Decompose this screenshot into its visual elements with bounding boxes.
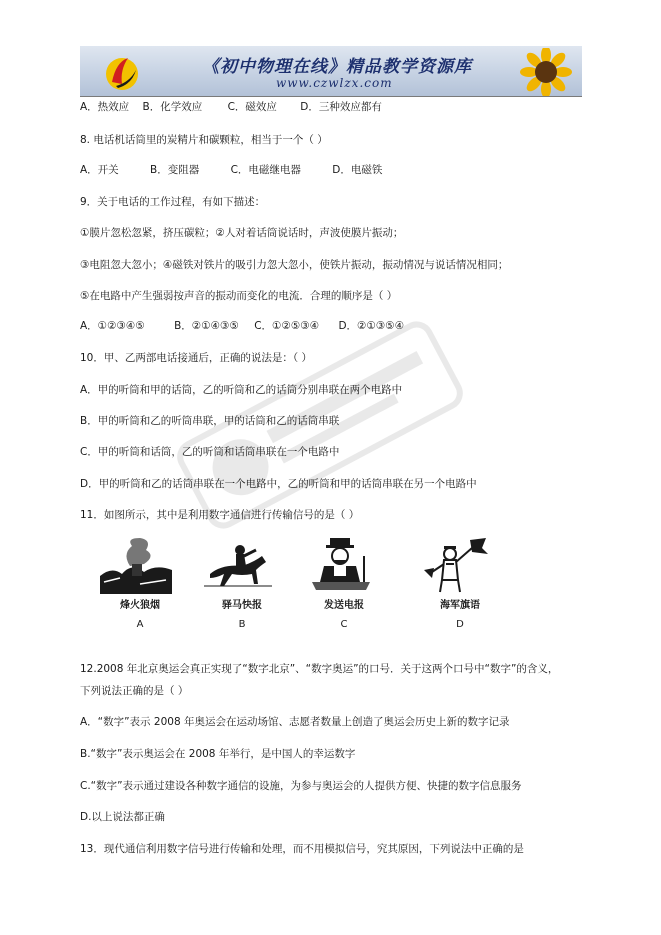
q8-stem: 8. 电话机话筒里的炭精片和碳颗粒，相当于一个（ ） [80, 134, 328, 146]
figure-d-letter: D [456, 619, 464, 630]
flag-signal-icon [420, 536, 492, 594]
q10-option-d[interactable]: D．甲的听筒和乙的话筒串联在一个电路中，乙的听筒和甲的话筒串联在另一个电路中 [80, 478, 477, 490]
q10-stem: 10．甲、乙两部电话接通后，正确的说法是：（ ） [80, 352, 312, 364]
header-banner [80, 46, 582, 96]
q12-stem-2: 下列说法正确的是（ ） [80, 685, 189, 697]
q12-option-c[interactable]: C.“数字”表示通过建设各种数字通信的设施，为参与奥运会的人提供方便、快捷的数字信息服务 [80, 780, 522, 792]
q9-line-2: ③电阻忽大忽小；④磁铁对铁片的吸引力忽大忽小，使铁片振动，振动情况与说话情况相同； [80, 259, 509, 271]
q9-option-c[interactable]: C．①②⑤③④ [254, 320, 320, 332]
horse-rider-icon [202, 536, 274, 594]
q12-option-d[interactable]: D.以上说法都正确 [80, 811, 165, 823]
q8-options [80, 163, 382, 177]
q9-option-a[interactable]: A．①②③④⑤ [80, 320, 145, 332]
q7-option-a[interactable]: A．热效应 [80, 101, 130, 113]
figure-d[interactable] [420, 536, 500, 630]
q9-stem: 9．关于电话的工作过程，有如下描述： [80, 196, 266, 208]
figure-b-letter: B [238, 619, 246, 630]
header-url: www.czwlzx.com [276, 76, 393, 90]
q8-option-d[interactable]: D．电磁铁 [332, 164, 383, 176]
q9-option-b[interactable]: B．②①④③⑤ [174, 320, 239, 332]
q13-stem: 13．现代通信利用数字信号进行传输和处理，而不用模拟信号，究其原因，下列说法中正确的是 [80, 843, 524, 855]
q9-line-3: ⑤在电路中产生强弱按声音的振动而变化的电流．合理的顺序是（ ） [80, 290, 398, 302]
q7-option-b[interactable]: B．化学效应 [142, 101, 203, 113]
q7-options [80, 100, 382, 114]
q8-option-a[interactable]: A．开关 [80, 164, 119, 176]
q12-option-b[interactable]: B.“数字”表示奥运会在 2008 年举行，是中国人的幸运数字 [80, 748, 356, 760]
figure-b[interactable] [202, 536, 282, 630]
q10-option-b[interactable]: B．甲的听筒和乙的听筒串联，甲的话筒和乙的话筒串联 [80, 415, 340, 427]
header-divider [80, 96, 582, 97]
figure-b-caption: 驿马快报 [222, 600, 262, 611]
beacon-smoke-icon [100, 536, 172, 594]
telegraph-operator-icon [304, 536, 376, 594]
logo-icon [102, 52, 142, 92]
q11-figures [100, 536, 530, 646]
q8-option-c[interactable]: C．电磁继电器 [230, 164, 301, 176]
figure-a-caption: 烽火狼烟 [120, 600, 160, 611]
q11-stem: 11．如图所示，其中是利用数字通信进行传输信号的是（ ） [80, 509, 360, 521]
figure-a[interactable] [100, 536, 180, 630]
figure-d-caption: 海军旗语 [440, 600, 480, 611]
header-title: 《初中物理在线》精品教学资源库 [202, 57, 472, 77]
q8-option-b[interactable]: B．变阻器 [150, 164, 200, 176]
q7-option-c[interactable]: C．磁效应 [227, 101, 277, 113]
q9-options [80, 319, 404, 333]
figure-c-caption: 发送电报 [324, 600, 364, 611]
figure-c[interactable] [304, 536, 384, 630]
q7-option-d[interactable]: D．三种效应都有 [300, 101, 382, 113]
q9-option-d[interactable]: D．②①③⑤④ [338, 320, 405, 332]
q12-option-a[interactable]: A．“数字”表示 2008 年奥运会在运动场馆、志愿者数量上创造了奥运会历史上新的数字记录 [80, 716, 510, 728]
q9-line-1: ①膜片忽松忽紧，挤压碳粒；②人对着话筒说话时，声波使膜片振动； [80, 227, 404, 239]
q10-option-a[interactable]: A．甲的听筒和甲的话筒，乙的听筒和乙的话筒分别串联在两个电路中 [80, 384, 403, 396]
q12-stem-1: 12.2008 年北京奥运会真正实现了“数字北京”、“数字奥运”的口号．关于这两个口号中“数字”的含义， [80, 663, 559, 675]
figure-c-letter: C [340, 619, 348, 630]
q10-option-c[interactable]: C．甲的听筒和话筒，乙的听筒和话筒串联在一个电路中 [80, 446, 340, 458]
sunflower-icon [506, 48, 578, 96]
figure-a-letter: A [136, 619, 144, 630]
